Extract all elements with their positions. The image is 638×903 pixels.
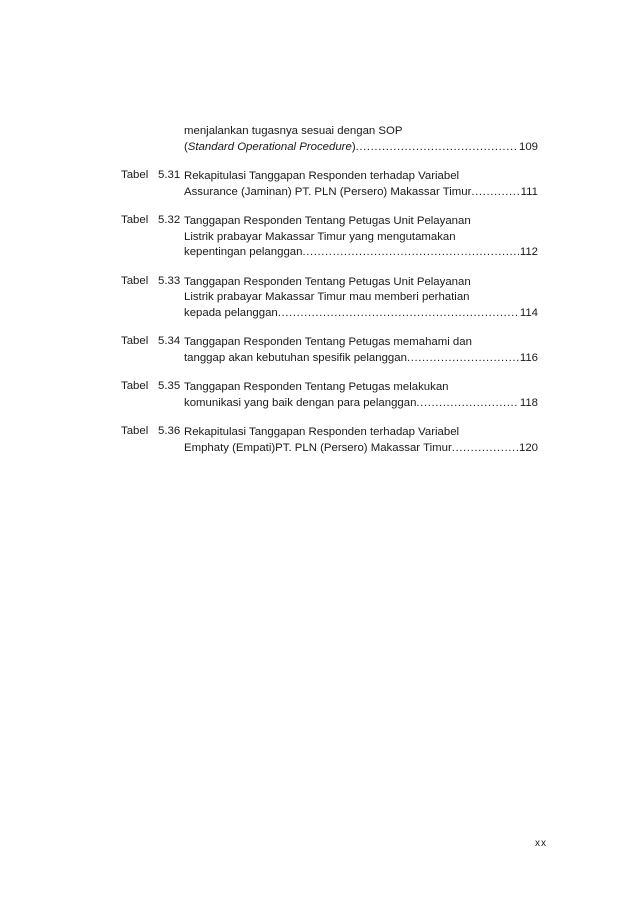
- entry-text-pre: komunikasi yang baik dengan para pelanggan: [184, 396, 417, 409]
- entry-line: Rekapitulasi Tanggapan Responden terhadap Variabel: [184, 170, 460, 182]
- dot-leader: [407, 351, 519, 367]
- entry-text: [184, 124, 538, 155]
- entry-text: [184, 169, 538, 200]
- entry-text: [184, 335, 538, 366]
- entry-text-post: ): [351, 140, 356, 153]
- entry-number: 5.32: [158, 214, 181, 226]
- toc-entry-5-33: [121, 275, 538, 322]
- dot-leader: [278, 306, 519, 322]
- entry-line: Listrik prabayar Makassar Timur yang mengutamakan: [184, 230, 456, 243]
- entry-line: menjalankan tugasnya sesuai dengan SOP: [184, 125, 403, 137]
- entry-last-line: [184, 140, 538, 156]
- entry-number: 5.36: [158, 425, 181, 437]
- entry-page-number: 118: [519, 396, 538, 409]
- entry-text-italic: Standard Operational Procedure: [187, 140, 352, 153]
- toc-entry-5-31: [121, 169, 538, 200]
- entry-text-pre: kepentingan pelanggan: [184, 246, 303, 258]
- entry-label: Tabel: [121, 335, 149, 347]
- dot-leader: [356, 140, 518, 156]
- toc-entry-continued: [121, 124, 538, 155]
- entry-page-number: 109: [518, 140, 538, 153]
- entry-line: Listrik prabayar Makassar Timur mau memberi perhatian: [184, 291, 470, 303]
- entry-line: Rekapitulasi Tanggapan Responden terhadap Variabel: [184, 426, 460, 438]
- entry-last-line: [184, 245, 538, 261]
- entry-line: Tanggapan Responden Tentang Petugas Unit Pelayanan: [184, 215, 471, 227]
- entry-page-number: 120: [518, 441, 538, 454]
- list-of-tables: [121, 124, 538, 470]
- entry-last-line: [184, 396, 538, 412]
- entry-last-line: [184, 441, 538, 457]
- entry-number: 5.31: [158, 169, 181, 181]
- entry-last-line: [184, 306, 538, 322]
- entry-text-pre: kepada pelanggan: [184, 306, 278, 319]
- entry-text: [184, 425, 538, 456]
- entry-text-pre: (: [184, 140, 188, 153]
- entry-label: Tabel: [121, 214, 149, 226]
- entry-label: Tabel: [121, 425, 149, 437]
- entry-number: 5.33: [158, 274, 181, 287]
- dot-leader: [416, 396, 518, 412]
- toc-entry-5-34: [121, 335, 538, 366]
- toc-entry-5-35: [121, 380, 538, 411]
- toc-entry-5-36: [121, 425, 538, 456]
- entry-label: Tabel: [121, 380, 149, 392]
- entry-label: Tabel: [121, 274, 149, 287]
- entry-page-number: 112: [519, 246, 538, 258]
- entry-page-number: 114: [519, 306, 538, 319]
- dot-leader: [452, 441, 518, 457]
- entry-number: 5.34: [158, 335, 181, 347]
- entry-last-line: [184, 351, 538, 367]
- entry-page-number: 116: [519, 351, 538, 364]
- entry-number: 5.35: [158, 380, 181, 392]
- entry-text: [184, 214, 538, 261]
- entry-line: Tanggapan Responden Tentang Petugas memahami dan: [184, 336, 472, 348]
- entry-line: Tanggapan Responden Tentang Petugas melakukan: [184, 381, 449, 393]
- dot-leader: [302, 245, 518, 261]
- dot-leader: [471, 185, 519, 201]
- entry-text: [184, 275, 538, 322]
- toc-entry-5-32: [121, 214, 538, 261]
- entry-text-pre: tanggap akan kebutuhan spesifik pelanggan: [184, 351, 407, 364]
- entry-text: [184, 380, 538, 411]
- entry-page-number: 111: [520, 185, 538, 198]
- page-number-footer: xx: [535, 838, 547, 849]
- entry-label: Tabel: [121, 169, 149, 181]
- entry-line: Tanggapan Responden Tentang Petugas Unit Pelayanan: [184, 275, 471, 288]
- entry-text-pre: Emphaty (Empati)PT. PLN (Persero) Makassar Timur: [184, 441, 452, 454]
- entry-last-line: [184, 185, 538, 201]
- entry-text-pre: Assurance (Jaminan) PT. PLN (Persero) Makassar Timur: [184, 185, 472, 198]
